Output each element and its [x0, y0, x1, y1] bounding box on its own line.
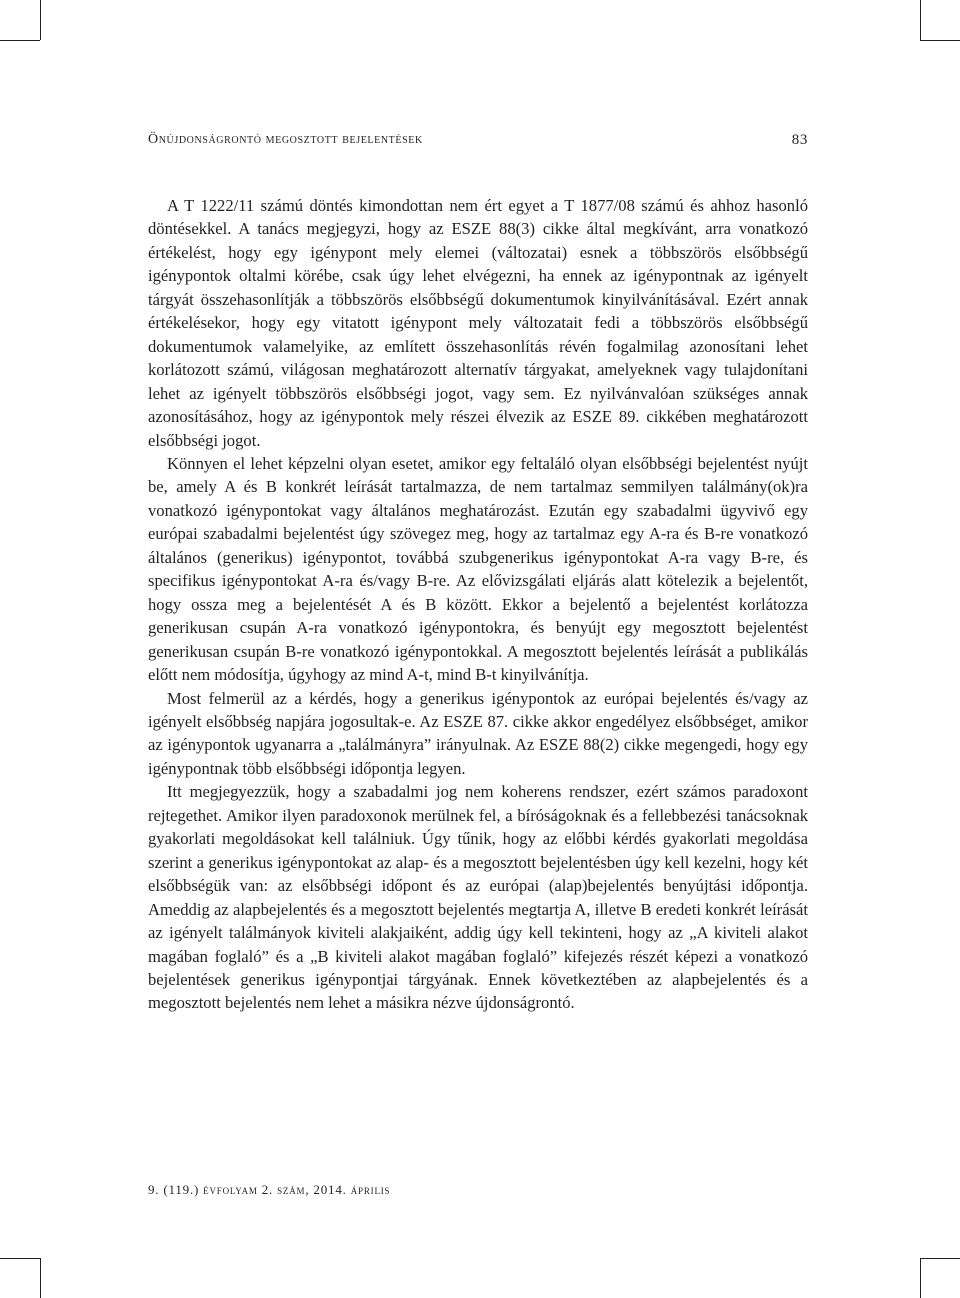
paragraph: Itt megjegyezzük, hogy a szabadalmi jog nem koherens rendszer, ezért számos paradoxont rejtegethet. Amikor ilyen paradoxonok merülnek fel, a bíróságoknak és a fellebbezési tanácsoknak gyakorlati megoldásokat kell találniuk. Úgy tűnik, hogy az előbbi kérdés gyakorlati megoldása szerint a generikus igénypontokat az alap- és a megosztott bejelentésben úgy kell kezelni, hogy két elsőbbségük van: az elsőbbségi időpont és az európai (alap)bejelentés benyújtási időpontja. Ameddig az alapbejelentés és a megosztott bejelentés megtartja A, illetve B eredeti konkrét leírását az igényelt találmányok kiviteli alakjaiként, addig úgy kell tekinteni, hogy az „A kiviteli alakot magában foglaló” és a „B kiviteli alakot magában foglaló” kifejezés részét képezi a vonatkozó bejelentések generikus igénypontjai tárgyának. Ennek következtében az alapbejelentés és a megosztott bejelentés nem lehet a másikra nézve újdonságrontó. — [148, 782, 808, 1013]
crop-mark-top-left-horizontal — [0, 40, 40, 41]
paragraph: Most felmerül az a kérdés, hogy a generikus igénypontok az európai bejelentés és/vagy az igényelt elsőbbség napjára jogosultak-e. Az ESZE 87. cikke akkor engedélyez elsőbbséget, amikor az igénypontok ugyanarra a „találmányra” irányulnak. Az ESZE 88(2) cikke megengedi, hogy egy igénypontnak több elsőbbségi időpontja legyen. — [148, 688, 808, 778]
page-footer: 9. (119.) évfolyam 2. szám, 2014. április — [148, 1182, 391, 1197]
paragraph: A T 1222/11 számú döntés kimondottan nem ért egyet a T 1877/08 számú és ahhoz hasonló döntésekkel. A tanács megjegyzi, hogy az ESZE 88(3) cikke által megkívánt, arra vonatkozó értékelést, hogy egy igénypont mely elemei (változatai) esnek a többszörös elsőbbségű igénypontok oltalmi körébe, csak úgy lehet elvégezni, ha ennek az igénypontnak az igényelt tárgyát összehasonlítják a többszörös elsőbbségű dokumentumok kinyilvánításával. Ezért annak értékelésekor, hogy egy vitatott igénypont mely változatait fedi a többszörös elsőbbségű dokumentumok valamelyike, az említett összehasonlítás révén fogalmilag azonosítani lehet korlátozott számú, világosan meghatározott alternatív tárgyakat, amelyeknek vagy tulajdonítani lehet az igényelt többszörös elsőbbségi jogot, vagy sem. Ez nyilvánvalóan szükséges annak azonosításához, hogy az igénypontok mely részei élvezik az ESZE 89. cikkében meghatározott elsőbbségi jogot. — [148, 196, 808, 450]
crop-mark-bottom-right-vertical — [920, 1258, 921, 1298]
crop-mark-bottom-right-horizontal — [920, 1258, 960, 1259]
paragraph: Könnyen el lehet képzelni olyan esetet, amikor egy feltaláló olyan elsőbbségi bejelentést nyújt be, amely A és B konkrét leírását tartalmazza, de nem tartalmaz semmilyen találmány(ok)ra vonatkozó igénypontokat vagy általános meghatározást. Ezután egy szabadalmi ügyvivő egy európai szabadalmi bejelentést úgy szövegez meg, hogy az tartalmaz egy A-ra és B-re vonatkozó általános (generikus) igénypontot, továbbá szubgenerikus igénypontokat A-ra vagy B-re, és specifikus igénypontokat A-ra és/vagy B-re. Az elővizsgálati eljárás alatt kötelezik a bejelentőt, hogy ossza meg a bejelentését A és B között. Ekkor a bejelentő a bejelentést korlátozza generikusan csupán A-ra vonatkozó igénypontokra, és benyújt egy megosztott bejelentést generikusan csupán B-re vonatkozó igénypontokkal. A megosztott bejelentés leírását a publikálás előtt nem módosítja, úgyhogy az mind A-t, mind B-t kinyilvánítja. — [148, 453, 808, 685]
running-head — [148, 132, 808, 152]
crop-mark-bottom-left-vertical — [40, 1258, 41, 1298]
article-body — [148, 194, 808, 1015]
page-number: 83 — [791, 132, 808, 148]
crop-mark-top-left-vertical — [40, 0, 41, 40]
crop-mark-bottom-left-horizontal — [0, 1258, 40, 1259]
running-head-title: Önújdonságrontó megosztott bejelentések — [148, 132, 423, 147]
crop-mark-top-right-horizontal — [920, 40, 960, 41]
crop-mark-top-right-vertical — [920, 0, 921, 40]
